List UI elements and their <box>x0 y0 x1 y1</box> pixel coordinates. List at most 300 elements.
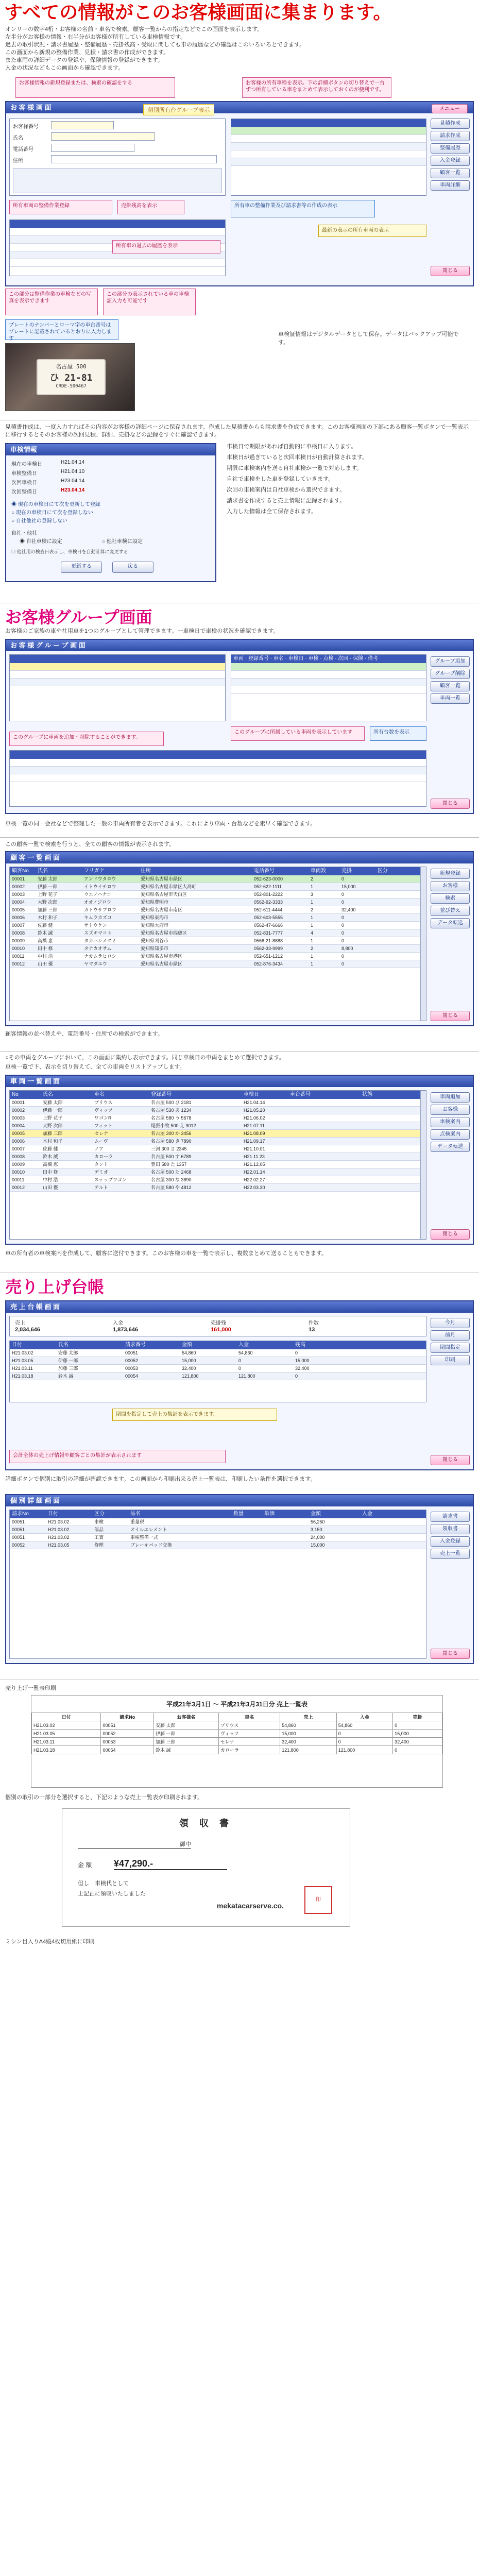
customer-list-title: 顧 客 一 覧 画 面 <box>6 852 473 863</box>
radio-option[interactable]: ○ 現在の車検日にて次を登録しない <box>11 510 93 516</box>
col-no: 請求No <box>101 1713 153 1721</box>
col-pay: 入金 <box>238 1342 249 1348</box>
note-photo: この部分は整備作業の車検などの写真を表示できます <box>5 289 98 315</box>
history-row[interactable] <box>10 259 225 267</box>
cell <box>290 1107 362 1114</box>
cell: 0 <box>238 1358 242 1363</box>
cell <box>290 1168 362 1176</box>
side-note: 車検日が過ぎていると次回車検日が自動計算されます。 <box>227 454 368 461</box>
address-label: 住所 <box>13 158 23 164</box>
vehicle-row[interactable] <box>10 1099 426 1107</box>
cell: 愛知県知多市 <box>141 946 169 951</box>
radio-option[interactable]: ○ 自社他社の登録しない <box>11 518 67 524</box>
vehicle-row[interactable] <box>10 1153 426 1161</box>
cell <box>362 1099 403 1106</box>
print-cell: 00053 <box>101 1738 153 1746</box>
history-grid-head <box>10 220 225 228</box>
cell: 中村 浩 <box>38 954 53 959</box>
vehicle-list-title: 車 両 一 覧 画 面 <box>6 1076 473 1087</box>
ind-payment-button[interactable]: 入金登録 <box>431 1536 470 1547</box>
vehicle-row[interactable] <box>10 1145 426 1153</box>
detail-row[interactable] <box>10 1541 426 1549</box>
vehicle-row[interactable] <box>10 1161 426 1168</box>
cell: 56,250 <box>311 1519 325 1524</box>
customer-row[interactable] <box>10 906 426 914</box>
col-no: 請求No <box>12 1511 29 1517</box>
cell <box>378 883 408 890</box>
cell: 1 <box>311 938 314 943</box>
vehicle-row[interactable] <box>10 1176 426 1184</box>
customer-row[interactable] <box>10 922 426 929</box>
detail-value: H23.04.14 <box>61 487 85 493</box>
phone-field[interactable] <box>51 144 134 152</box>
col-amt: 金額 <box>311 1511 321 1517</box>
group-vehicle-row[interactable] <box>231 663 426 671</box>
customer-row[interactable] <box>10 883 426 891</box>
group-customer-list-button[interactable]: 顧客一覧 <box>431 681 470 691</box>
print-cell: 鈴木 誠 <box>153 1746 218 1754</box>
cell <box>378 922 408 929</box>
vehicle-list-grid <box>9 1090 426 1240</box>
group-tab[interactable]: 個別所有台グループ表示 <box>143 104 214 115</box>
cell: タナカオサム <box>84 946 112 951</box>
customer-row[interactable] <box>10 899 426 906</box>
vl-inspection-notice-button[interactable]: 車検案内 <box>431 1117 470 1127</box>
cell: 8,800 <box>341 946 353 951</box>
cell: 00002 <box>12 1108 25 1113</box>
cell: 伊藤 一郎 <box>58 1358 78 1363</box>
cell: 24,000 <box>311 1535 325 1540</box>
cell <box>362 1153 403 1160</box>
ind-sales-list-button[interactable]: 売上一覧 <box>431 1549 470 1559</box>
cell: 0 <box>341 876 345 882</box>
customer-list-scrollbar[interactable] <box>420 867 426 1021</box>
col-no: No <box>12 1092 19 1097</box>
sum-value-due: 161,000 <box>211 1327 231 1333</box>
cell: 工賃 <box>94 1535 104 1540</box>
col-kind: 区分 <box>94 1511 105 1517</box>
detail-label: 次回車検日 <box>11 480 37 486</box>
side-note: 車検日で期限があれば自動的に車検日に入ります。 <box>227 444 357 450</box>
ind-invoice-button[interactable]: 請求書 <box>431 1512 470 1522</box>
estimate-button[interactable]: 見積作成 <box>431 118 470 129</box>
customer-row[interactable] <box>10 891 426 899</box>
side-note: 次回の車検案内は自社車検から選択できます。 <box>227 487 346 493</box>
cl-sort-button[interactable]: 並び替え <box>431 906 470 916</box>
cell <box>378 906 408 913</box>
cell: 00004 <box>12 900 25 905</box>
payment-button[interactable]: 入金登録 <box>431 156 470 166</box>
customer-list-window <box>5 851 474 1026</box>
address-field[interactable] <box>51 155 217 163</box>
cell: 00053 <box>125 1366 139 1371</box>
cell: 4 <box>311 930 314 936</box>
cell: カローラ <box>94 1154 113 1159</box>
cell: 00001 <box>12 876 25 882</box>
cell: 1 <box>311 915 314 920</box>
menu-button[interactable]: メニュー <box>432 104 468 113</box>
col-due: 売掛 <box>393 1713 442 1721</box>
print-cell: 0 <box>393 1721 442 1730</box>
group-add-button[interactable]: グループ追加 <box>431 656 470 667</box>
cell: 愛知県名古屋市瑞穂区 <box>141 930 187 936</box>
print-cell: 15,000 <box>280 1730 337 1738</box>
cell: 00010 <box>12 946 25 951</box>
phone-label: 電話番号 <box>13 147 33 152</box>
sum-value-count: 13 <box>309 1327 315 1333</box>
sales-headline: 売り上げ台帳 <box>5 1278 105 1296</box>
cell: 0562-33-9999 <box>254 946 283 951</box>
cell: 00052 <box>125 1358 139 1363</box>
vehicle-list-window <box>5 1075 474 1245</box>
vehicle-list-desc: ○その車両をグループにおいて、この画面に集約し表示できます。同じ車検日の車両をまとめて選択できます。 <box>5 1055 285 1061</box>
print-cell: 0 <box>336 1738 393 1746</box>
group-note-3: このグループに車両を追加・削除することができます。 <box>9 732 164 746</box>
group-footer: 車検一覧の同一会社などで整理した一般の車両所有者を表示できます。これにより車両・台数などを素早く確認できます。 <box>5 821 316 827</box>
cell: 00051 <box>12 1535 25 1540</box>
radio-option[interactable]: ◉ 現在の車検日にて次を更新して登録 <box>11 502 100 507</box>
detail-row[interactable] <box>10 1534 426 1541</box>
cl-new-button[interactable]: 新規登録 <box>431 869 470 879</box>
vl-export-button[interactable]: データ転送 <box>431 1142 470 1152</box>
col-check: 点検 <box>323 656 334 662</box>
sum-label-due: 売掛残 <box>211 1320 226 1326</box>
cell: 加藤 三郎 <box>58 1366 78 1371</box>
cell: H21.03.05 <box>48 1543 70 1548</box>
cell: 名古屋 500 す 6789 <box>151 1154 192 1159</box>
radio-label: 現在の車検日にて次を登録しない <box>15 510 93 516</box>
sales-close-button[interactable]: 閉じる <box>431 1455 470 1465</box>
group-vehicle-row[interactable] <box>231 679 426 686</box>
cell: 安藤 太郎 <box>58 1350 78 1355</box>
cl-close-button[interactable]: 閉じる <box>431 1011 470 1021</box>
cell: 00051 <box>125 1350 139 1355</box>
vehicle-row[interactable] <box>10 1168 426 1176</box>
col-tel: 電話番号 <box>254 868 275 874</box>
cell: アンドウタロウ <box>84 876 116 882</box>
col-car: 車名 <box>273 656 284 662</box>
note-middle-left: 所有車両の整備作業登録 <box>9 200 112 214</box>
customer-row[interactable] <box>10 875 426 883</box>
customer-memo[interactable] <box>13 168 222 193</box>
vl-add-button[interactable]: 車両追加 <box>431 1092 470 1103</box>
cell <box>362 1138 403 1145</box>
group-customer-head <box>10 655 225 663</box>
intro-line: 過去の取引状況・請求書履歴・整備履歴・売掛残高・受取に関しても車の履歴などの確認はこのいろいろとできます。 <box>5 42 305 48</box>
sales-range-button[interactable]: 期間指定 <box>431 1343 470 1353</box>
sales-footer: 詳細ボタンで個別に取引の詳細が確認できます。この画面から印刷出来る売上一覧表は、印刷したい条件を選択できます。 <box>5 1476 316 1482</box>
group-list-panel <box>9 750 426 807</box>
cell: 高橋 恵 <box>38 938 53 943</box>
cell: H21.03.05 <box>12 1358 33 1363</box>
option-b[interactable]: ○ 他社車検に設定 <box>102 539 143 545</box>
cell: 0 <box>341 930 345 936</box>
cell: 田中 修 <box>38 946 53 951</box>
cell <box>378 929 408 937</box>
vehicle-row[interactable] <box>10 1122 426 1130</box>
print-cell: 00051 <box>101 1721 153 1730</box>
customer-row[interactable] <box>10 914 426 922</box>
customer-row[interactable] <box>10 937 426 945</box>
cell: 052-623-0000 <box>254 876 283 882</box>
cell: H21.03.18 <box>12 1374 33 1379</box>
receipt-title: 領 収 書 <box>179 1818 233 1828</box>
cell: 尾張小牧 500 え 9012 <box>151 1123 196 1128</box>
sales-month-button[interactable]: 今月 <box>431 1318 470 1328</box>
history-button[interactable]: 整備履歴 <box>431 143 470 154</box>
print-cell: 32,400 <box>280 1738 337 1746</box>
customer-row[interactable] <box>10 929 426 937</box>
cell: 00005 <box>12 1131 25 1136</box>
cell: 1 <box>311 884 314 889</box>
vehicle-row[interactable] <box>10 1184 426 1192</box>
vehicle-row[interactable] <box>231 150 426 158</box>
cell: 部品 <box>94 1527 104 1532</box>
cell: 愛知県名古屋市緑区 <box>141 961 183 967</box>
cell: 安藤 太郎 <box>38 876 58 882</box>
cell: 山田 優 <box>38 961 53 967</box>
cell: 00005 <box>12 907 25 912</box>
cell: ムーヴ <box>94 1139 108 1144</box>
detail-value: H21.04.10 <box>61 469 85 474</box>
cell <box>378 960 408 968</box>
cell: 名古屋 500 ひ 2181 <box>151 1100 192 1105</box>
customer-list-grid <box>9 867 426 1021</box>
cell <box>362 1114 403 1122</box>
cell <box>378 914 408 921</box>
sales-row[interactable] <box>10 1357 426 1365</box>
sales-note-bottom: 会計全体の売上げ情報や顧客ごとの集計が表示されます <box>9 1450 226 1463</box>
group-customer-row[interactable] <box>10 671 225 679</box>
cell: 00009 <box>12 1162 25 1167</box>
cell: 00008 <box>12 1154 25 1159</box>
group-remove-button[interactable]: グループ削除 <box>431 669 470 679</box>
cell <box>233 1534 264 1541</box>
cell: 加藤 三郎 <box>38 907 58 912</box>
customer-row[interactable] <box>10 945 426 953</box>
cell: 愛知県東海市 <box>141 915 169 920</box>
sales-row[interactable] <box>10 1365 426 1372</box>
cell: 車検整備一式 <box>130 1535 159 1540</box>
cell: ヤマダユウ <box>84 961 108 967</box>
sum-label-pay: 入金 <box>113 1320 123 1326</box>
cell: 052-801-2222 <box>254 892 283 897</box>
vehicle-row[interactable] <box>10 1138 426 1145</box>
sales-head <box>10 1341 426 1349</box>
print-list-doc <box>31 1695 443 1788</box>
group-list-row[interactable] <box>10 759 426 767</box>
vehicle-row[interactable] <box>10 1130 426 1138</box>
cell: 3 <box>311 892 314 897</box>
detail-row[interactable] <box>10 1518 426 1526</box>
cell: 0 <box>341 961 345 967</box>
cell: 名古屋 300 か 3456 <box>151 1131 192 1136</box>
sales-window <box>5 1300 474 1470</box>
cell: イトウイチロウ <box>84 884 116 889</box>
sales-row[interactable] <box>10 1372 426 1380</box>
vehicle-row[interactable] <box>10 1114 426 1122</box>
individual-head <box>10 1510 426 1518</box>
cell: 052-831-7777 <box>254 930 283 936</box>
group-vehicle-row[interactable] <box>231 686 426 694</box>
col-count: 車両数 <box>311 868 326 874</box>
detail-caption-right: 車検証情報はデジタルデータとして保存。データはバックアップ可能です。 <box>278 331 459 346</box>
col-amt: 金額 <box>182 1342 192 1348</box>
cell: 0 <box>341 954 345 959</box>
cell: 1 <box>311 954 314 959</box>
vehicle-row[interactable] <box>231 135 426 143</box>
vehicle-row[interactable] <box>231 143 426 150</box>
receipt-to: 御中 <box>78 1840 191 1849</box>
col-name: 氏名 <box>43 1092 53 1097</box>
option-b-label: 他社車検に設定 <box>106 539 143 545</box>
group-list-row[interactable] <box>10 767 426 774</box>
cell: サトウケン <box>84 923 107 928</box>
cell: 052-651-1212 <box>254 954 283 959</box>
cell: 愛知県大府市 <box>141 923 169 928</box>
col-date: 車検日 <box>288 656 304 662</box>
detail-row[interactable] <box>10 1526 426 1534</box>
cell: H22.01.14 <box>244 1170 265 1175</box>
invoice-button[interactable]: 請求作成 <box>431 131 470 141</box>
cell: 00054 <box>125 1374 139 1379</box>
cell: 鈴木 誠 <box>38 930 53 936</box>
code-field[interactable] <box>51 121 114 129</box>
cell: 00003 <box>12 1115 25 1121</box>
col-car: 車名 <box>94 1092 105 1097</box>
vehicle-row[interactable] <box>231 127 426 135</box>
cell: 中村 浩 <box>43 1177 58 1182</box>
receipt-sign: 上記正に領収いたしました <box>78 1891 146 1897</box>
cl-export-button[interactable]: データ転送 <box>431 918 470 928</box>
group-list-head <box>10 751 426 759</box>
group-vehicle-list-button[interactable]: 車両一覧 <box>431 693 470 704</box>
print-cell: セレナ <box>219 1738 280 1746</box>
cell: 伊藤 一郎 <box>38 884 58 889</box>
cell: 00011 <box>12 954 25 959</box>
name-field[interactable] <box>51 132 155 141</box>
cell: 00002 <box>12 884 25 889</box>
print-cell: 54,860 <box>280 1721 337 1730</box>
individual-grid <box>9 1510 426 1659</box>
cl-customer-button[interactable]: お客様 <box>431 881 470 891</box>
cell <box>233 1541 264 1549</box>
col-name: お客様名 <box>153 1713 218 1721</box>
vl-customer-button[interactable]: お客様 <box>431 1105 470 1115</box>
vehicle-row[interactable] <box>231 158 426 166</box>
cell <box>290 1145 362 1153</box>
cell: 052-876-3434 <box>254 961 283 967</box>
vehicle-list-scrollbar[interactable] <box>420 1091 426 1239</box>
option-a[interactable]: ◉ 自社車検に設定 <box>20 539 62 545</box>
intro-line: 左半分がお客様の情報・右半分がお客様が所有している車検情報です。 <box>5 34 186 40</box>
cell: ノア <box>94 1146 104 1151</box>
detail-label: 次回整備日 <box>11 489 37 495</box>
cell <box>362 1176 403 1183</box>
sales-prev-button[interactable]: 前月 <box>431 1330 470 1341</box>
note-history: 所有車の過去の履歴を表示 <box>112 240 220 253</box>
group-vehicle-row[interactable] <box>231 671 426 679</box>
customer-list-button[interactable]: 顧客一覧 <box>431 168 470 178</box>
note-left-bottom: この部分の表示されている車の車検証入力も可能です <box>103 289 196 315</box>
cell: 00051 <box>12 1527 25 1532</box>
history-row[interactable] <box>10 228 225 236</box>
close-button[interactable]: 閉じる <box>431 266 470 276</box>
cell: 121,800 <box>238 1374 255 1379</box>
back-button[interactable]: 戻る <box>112 562 153 573</box>
col-sales: 売上 <box>280 1713 337 1721</box>
vehicle-row[interactable] <box>10 1107 426 1114</box>
cell: ウエノハナコ <box>84 892 111 897</box>
checkbox-option[interactable]: ☐ 他社用の検査日表示し、車検日を自動計算に変更する <box>11 549 128 554</box>
cell: ステップワゴン <box>94 1177 127 1182</box>
vl-check-notice-button[interactable]: 点検案内 <box>431 1129 470 1140</box>
update-button[interactable]: 更新する <box>61 562 102 573</box>
customer-row[interactable] <box>10 960 426 968</box>
cell: H21.03.02 <box>12 1350 33 1355</box>
cell: タント <box>94 1162 109 1167</box>
cell: 愛知県豊明市 <box>141 900 169 905</box>
cl-search-button[interactable]: 検索 <box>431 893 470 904</box>
group-customer-row[interactable] <box>10 663 225 671</box>
customer-list-body <box>9 867 470 1022</box>
cell <box>264 1518 311 1526</box>
print-cell: H21.03.02 <box>32 1721 101 1730</box>
sales-row[interactable] <box>10 1349 426 1357</box>
detail-window <box>5 443 216 582</box>
vl-close-button[interactable]: 閉じる <box>431 1229 470 1240</box>
print-cell: 15,000 <box>393 1730 442 1738</box>
sales-body <box>9 1316 470 1466</box>
col-date: 車検日 <box>244 1092 259 1097</box>
cell: 0562-47-6666 <box>254 923 283 928</box>
divider <box>0 1051 479 1052</box>
cell: 052-622-1111 <box>254 884 282 889</box>
customer-form <box>9 118 226 196</box>
print-row <box>32 1738 442 1746</box>
customer-row[interactable] <box>10 953 426 960</box>
cell: 愛知県名古屋市天白区 <box>141 892 187 897</box>
ind-receipt-button[interactable]: 領収書 <box>431 1524 470 1534</box>
cell: セレナ <box>94 1131 109 1136</box>
cell: 上野 花子 <box>38 892 58 897</box>
cell <box>362 1107 403 1114</box>
sales-print-button[interactable]: 印刷 <box>431 1355 470 1365</box>
cell: ナカムラヒロシ <box>84 954 116 959</box>
group-vehicle-head: 車両 · 登録番号 · 車名 · 車検日 · 車検 · 点検 · 次回 · 保険 · 備考 <box>231 655 426 663</box>
receipt-amount-label: 金 額 <box>78 1861 92 1869</box>
ind-close-button[interactable]: 閉じる <box>431 1649 470 1659</box>
group-customer-row[interactable] <box>10 679 225 686</box>
group-close-button[interactable]: 閉じる <box>431 799 470 809</box>
cell: 00001 <box>12 1100 25 1105</box>
group-window <box>5 639 474 814</box>
cell: 2 <box>311 946 314 951</box>
cell: H21.08.09 <box>244 1131 265 1136</box>
note-plate: プレートのナンバーとローマ字の車台番号はプレートに記載されているとおりに入力します <box>5 319 118 340</box>
vehicle-detail-button[interactable]: 車両詳細 <box>431 180 470 191</box>
group-list-row[interactable] <box>10 774 426 782</box>
group-note-2: 所有台数を表示 <box>370 726 426 741</box>
detail-window-title: 車検情報 <box>6 444 215 455</box>
detail-side-notes <box>227 443 469 519</box>
cell <box>378 945 408 952</box>
vehicle-list-head <box>10 1091 426 1099</box>
cell: 安藤 太郎 <box>43 1100 63 1105</box>
cell: 名古屋 500 た 2468 <box>151 1170 192 1175</box>
customer-window-title: お 客 様 画 面 <box>6 102 473 113</box>
plate-line-1: 名古屋 500 <box>56 363 87 370</box>
